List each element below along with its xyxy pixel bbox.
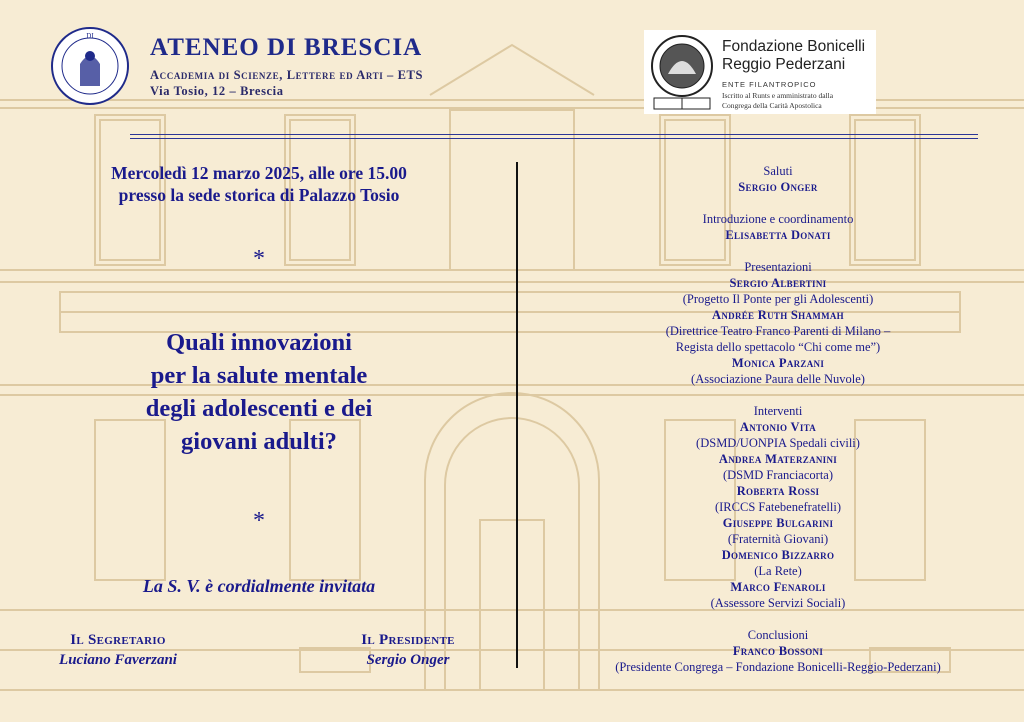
speaker-name: Antonio Vita <box>739 420 817 434</box>
speaker-name: Sergio Albertini <box>729 276 827 290</box>
fondazione-note-line-2: Congrega della Carità Apostolica <box>722 100 822 110</box>
programme <box>556 163 1000 675</box>
secretary-signature <box>48 632 188 669</box>
event-title-line-3: degli adolescenti e dei <box>145 395 373 422</box>
speaker-name: Sergio Onger <box>738 180 818 194</box>
fondazione-note-line-1: Iscritto al Runts e amministrato dalla <box>722 91 834 100</box>
section-title: Interventi <box>753 404 803 418</box>
event-venue: presso la sede storica di Palazzo Tosio <box>118 185 400 205</box>
speaker-role: (Presidente Congrega – Fondazione Bonicelli-Reggio-Pederzani) <box>615 660 941 674</box>
speaker-role: (Associazione Paura delle Nuvole) <box>691 372 865 386</box>
event-title <box>64 326 454 458</box>
event-date: Mercoledì 12 marzo 2025, alle ore 15.00 <box>111 163 407 183</box>
program-section <box>556 403 1000 611</box>
secretary-name: Luciano Faverzani <box>59 652 177 668</box>
speaker-name: Monica Parzani <box>731 356 825 370</box>
speaker-role: (DSMD Franciacorta) <box>722 468 834 482</box>
ateneo-seal-logo <box>50 26 130 106</box>
section-title: Presentazioni <box>744 260 812 274</box>
speaker-name: Marco Fenaroli <box>730 580 826 594</box>
invitation-text: La S. V. è cordialmente invitata <box>142 576 376 596</box>
fondazione-note <box>722 91 872 110</box>
president-role: Il Presidente <box>361 632 455 648</box>
fondazione-seal-logo <box>648 34 716 112</box>
speaker-role: (La Rete) <box>754 564 802 578</box>
speaker-name: Andrea Materzanini <box>718 452 838 466</box>
column-divider <box>516 162 518 668</box>
event-title-line-1: Quali innovazioni <box>166 329 352 356</box>
ateneo-address: Via Tosio, 12 – Brescia <box>150 84 284 98</box>
speaker-name: Roberta Rossi <box>736 484 820 498</box>
fondazione-name-line-2: Reggio Pederzani <box>722 56 846 73</box>
fondazione-name <box>722 38 865 74</box>
speaker-name: Giuseppe Bulgarini <box>722 516 834 530</box>
program-section <box>556 211 1000 243</box>
speaker-role: (DSMD/UONPIA Spedali civili) <box>696 436 860 450</box>
speaker-name: Domenico Bizzarro <box>721 548 835 562</box>
speaker-role: (Assessore Servizi Sociali) <box>710 596 846 610</box>
program-section <box>556 259 1000 387</box>
speaker-name: Andrée Ruth Shammah <box>712 308 844 322</box>
speaker-role: (Progetto Il Ponte per gli Adolescenti) <box>682 292 874 306</box>
fondazione-name-line-1: Fondazione Bonicelli <box>722 38 866 55</box>
header-divider <box>130 134 978 139</box>
speaker-name: Elisabetta Donati <box>725 228 831 242</box>
section-title: Saluti <box>763 164 793 178</box>
president-name: Sergio Onger <box>366 652 450 668</box>
speaker-role: (Direttrice Teatro Franco Parenti di Milano – <box>665 324 891 338</box>
program-section <box>556 163 1000 195</box>
event-date-block <box>64 162 454 206</box>
section-title: Conclusioni <box>747 628 809 642</box>
speaker-role: (Fraternità Giovani) <box>727 532 829 546</box>
speaker-name: Franco Bossoni <box>732 644 824 658</box>
section-title: Introduzione e coordinamento <box>702 212 854 226</box>
speaker-role: Regista dello spettacolo “Chi come me”) <box>675 340 881 354</box>
asterisk-separator: * <box>253 508 265 534</box>
program-section <box>556 627 1000 675</box>
ateneo-subtitle: Accademia di Scienze, Lettere ed Arti – ETS <box>150 68 424 82</box>
asterisk-separator: * <box>253 246 265 272</box>
ateneo-title: ATENEO DI BRESCIA <box>150 34 423 61</box>
fondazione-tagline: ENTE FILANTROPICO <box>722 80 817 89</box>
president-signature <box>340 632 476 669</box>
secretary-role: Il Segretario <box>70 632 166 648</box>
svg-text:DI: DI <box>86 32 94 40</box>
event-title-line-4: giovani adulti? <box>181 428 337 455</box>
speaker-role: (IRCCS Fatebenefratelli) <box>714 500 841 514</box>
event-title-line-2: per la salute mentale <box>150 362 368 389</box>
